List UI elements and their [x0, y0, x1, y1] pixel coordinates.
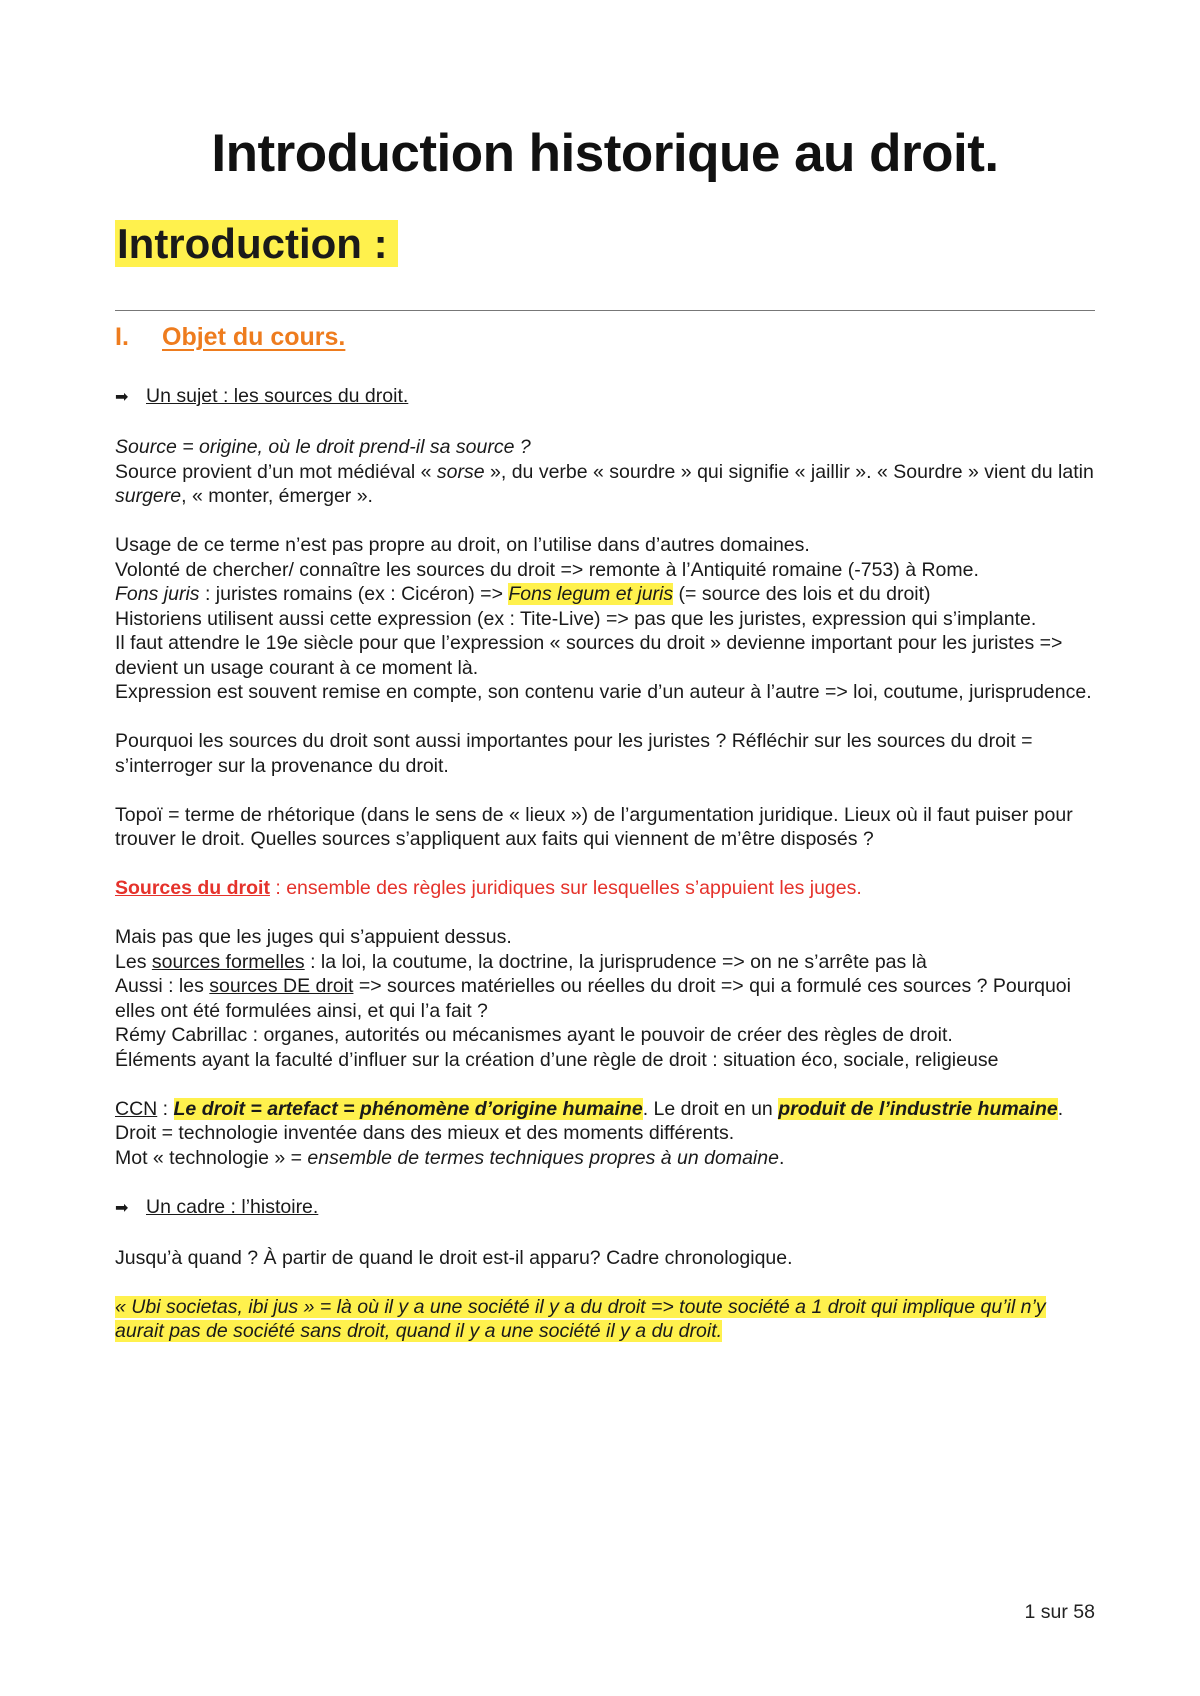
- highlight-ubi-societas: « Ubi societas, ibi jus » = là où il y a une société il y a du droit => toute société a 1 droit qui implique qu’il n’y aurait pas de société sans droit, quand il y a une société il y a du droit.: [115, 1295, 1046, 1342]
- introduction-heading-text: Introduction :: [115, 220, 398, 267]
- term-sources-formelles: sources formelles: [151, 950, 305, 973]
- text-run: :: [157, 1097, 174, 1120]
- bullet-sujet-text: Un sujet : les sources du droit.: [146, 385, 409, 407]
- right-arrow-icon: ➡: [115, 1199, 129, 1217]
- highlight-artefact: Le droit = artefact = phénomène d’origine humaine: [173, 1097, 643, 1120]
- introduction-heading: [115, 216, 398, 272]
- text-run: (= source des lois et du droit): [673, 583, 931, 605]
- text-line: Il faut attendre le 19e siècle pour que l’expression « sources du droit » devienne important pour les juristes => devient un usage courant à ce moment là.: [115, 632, 1063, 679]
- definition-sources-du-droit: [115, 876, 1095, 901]
- definition-term: Sources du droit: [115, 877, 270, 899]
- document-title: Introduction historique au droit.: [211, 124, 999, 183]
- section-heading: [115, 320, 345, 354]
- term-sources-de-droit: sources DE droit: [209, 975, 354, 997]
- text-line: Mais pas que les juges qui s’appuient dessus.: [115, 926, 512, 948]
- text-run: : juristes romains (ex : Cicéron) =>: [199, 583, 509, 605]
- text-run: , « monter, émerger ».: [181, 485, 373, 507]
- paragraph-source-origin: [115, 435, 1095, 509]
- right-arrow-icon: ➡: [115, 389, 129, 406]
- text-line: Usage de ce terme n’est pas propre au droit, on l’utilise dans d’autres domaines.: [115, 534, 810, 556]
- paragraph-ccn: [115, 1097, 1095, 1171]
- horizontal-rule: [115, 310, 1095, 311]
- text-line: Droit = technologie inventée dans des mieux et des moments différents.: [115, 1122, 735, 1144]
- paragraph-importance: Pourquoi les sources du droit sont aussi importantes pour les juristes ? Réfléchir sur les sources du droit = s’interroger sur la provenance du droit.: [115, 730, 1033, 777]
- text-line: Éléments ayant la faculté d’influer sur la création d’une règle de droit : situation éco, sociale, religieuse: [115, 1048, 999, 1071]
- term-sorse: sorse: [436, 460, 485, 483]
- term-surgere: surgere: [115, 485, 182, 507]
- source-definition: Source = origine, où le droit prend-il sa source ?: [115, 436, 531, 458]
- technologie-definition: ensemble de termes techniques propres à un domaine: [307, 1146, 779, 1169]
- text-run: », du verbe « sourdre » qui signifie « jaillir ». « Sourdre » vient du latin: [484, 460, 1094, 483]
- text-line: Historiens utilisent aussi cette expression (ex : Tite-Live) => pas que les juristes, expression qui s’implante.: [115, 607, 1037, 630]
- text-run: . Le droit en un: [642, 1097, 779, 1120]
- text-run: .: [1057, 1097, 1064, 1120]
- page-number: 1 sur 58: [1024, 1601, 1095, 1623]
- text-run: => sources matérielles ou réelles du droit => qui a formulé ces sources ? Pourquoi elles ont été formulées ainsi, et qui l’a fait ?: [115, 975, 1071, 1022]
- document-body: [115, 384, 1095, 1368]
- text-run: Mot « technologie » =: [115, 1146, 308, 1169]
- paragraph-sources-formelles: [115, 925, 1095, 1072]
- bullet-cadre-text: Un cadre : l’histoire.: [146, 1195, 319, 1218]
- bullet-cadre: [115, 1195, 1095, 1222]
- bullet-sujet: [115, 384, 1095, 411]
- highlight-industrie-humaine: produit de l’industrie humaine: [778, 1097, 1058, 1120]
- text-run: .: [778, 1146, 785, 1169]
- definition-text: : ensemble des règles juridiques sur lesquelles s’appuient les juges.: [269, 877, 862, 899]
- text-run: Les: [115, 950, 152, 973]
- text-line: Volonté de chercher/ connaître les sources du droit => remonte à l’Antiquité romaine (-753) à Rome.: [115, 558, 979, 581]
- paragraph-chronologie: Jusqu’à quand ? À partir de quand le droit est-il apparu? Cadre chronologique.: [115, 1246, 793, 1269]
- text-run: Source provient d’un mot médiéval «: [115, 460, 437, 483]
- ccn-label: CCN: [115, 1097, 158, 1120]
- highlight-fons-legum: Fons legum et juris: [508, 583, 674, 605]
- text-line: Expression est souvent remise en compte, son contenu varie d’un auteur à l’autre => loi, coutume, jurisprudence.: [115, 681, 1092, 703]
- section-number: I.: [115, 323, 129, 351]
- section-title: Objet du cours.: [162, 323, 346, 351]
- text-run: : la loi, la coutume, la doctrine, la jurisprudence => on ne s’arrête pas là: [304, 950, 927, 973]
- paragraph-topoi: Topoï = terme de rhétorique (dans le sens de « lieux ») de l’argumentation juridique. Lieux où il faut puiser pour trouver le droit. Quelles sources s’appliquent aux faits qui viennent de m’être disposés ?: [115, 803, 1073, 850]
- text-run: Aussi : les: [115, 975, 210, 997]
- text-line: Rémy Cabrillac : organes, autorités ou mécanismes ayant le pouvoir de créer des règles de droit.: [115, 1024, 953, 1046]
- paragraph-ubi-societas: [115, 1295, 1095, 1344]
- term-fons-juris: Fons juris: [115, 583, 200, 605]
- paragraph-usage: [115, 533, 1095, 705]
